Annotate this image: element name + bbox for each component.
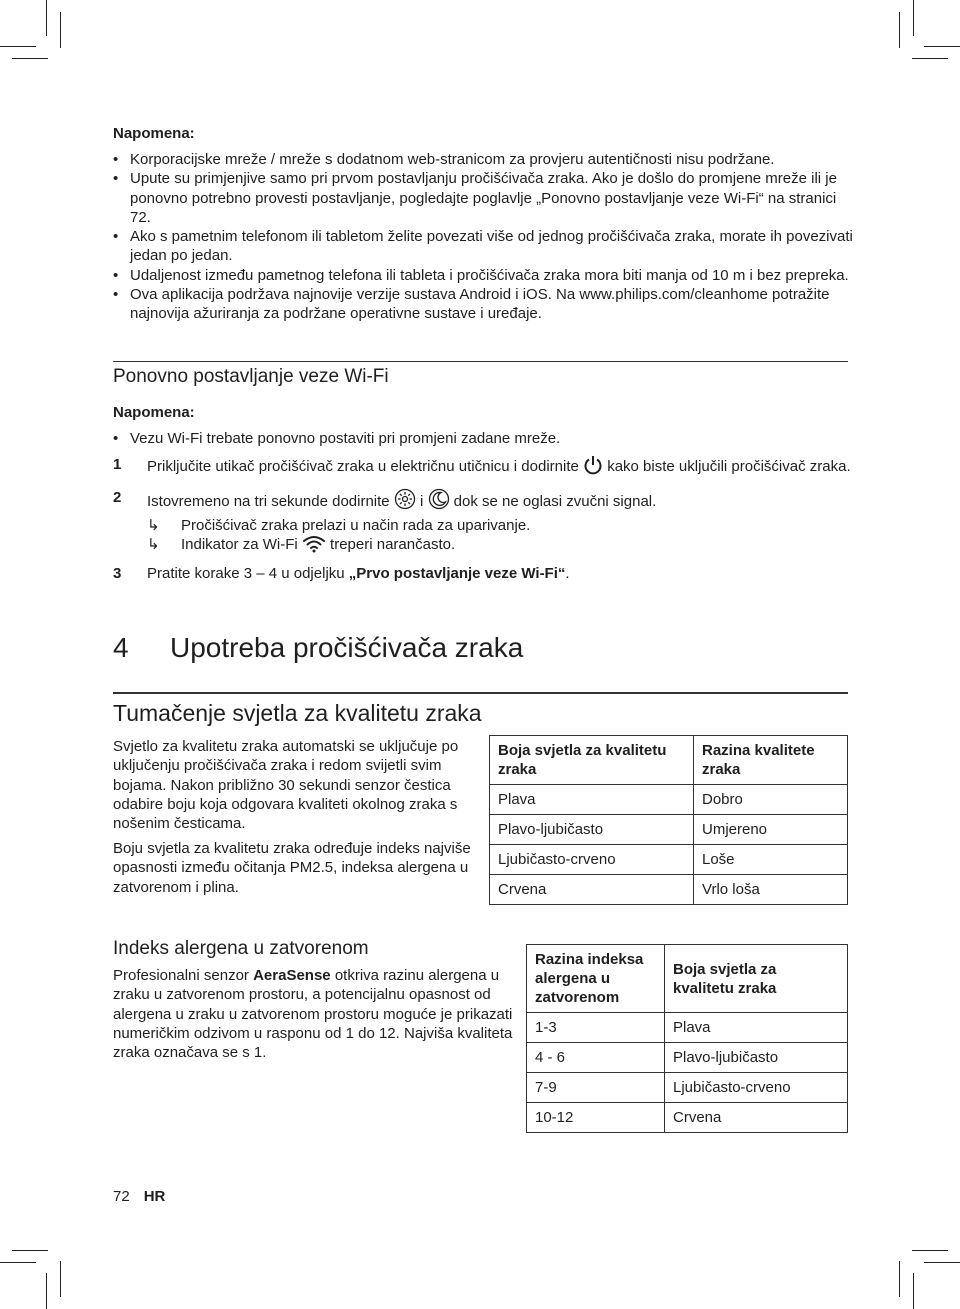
step-text: .: [565, 565, 570, 583]
step-1: [113, 455, 853, 480]
table-cell: 1-3: [527, 1013, 665, 1043]
chapter-title: Upotreba pročišćivača zraka: [170, 632, 524, 663]
result-text: Pročišćivač zraka prelazi u način rada za uparivanje.: [181, 516, 531, 534]
table-cell: Vrlo loša: [694, 875, 848, 905]
table-header-row: [527, 945, 848, 1013]
table-cell: 10-12: [527, 1103, 665, 1133]
step-text: Istovremeno na tri sekunde dodirnite: [147, 493, 390, 511]
table-cell: Plava: [490, 785, 694, 815]
light-icon: [394, 488, 416, 515]
table-header: Razina indeksa alergena u zatvorenom: [527, 945, 665, 1013]
table-cell: 7-9: [527, 1073, 665, 1103]
note-bullet: • Ako s pametnim telefonom ili tabletom želite povezati više od jednog pročišćivača zraka, morate ih povezivati jedan po jedan.: [113, 227, 853, 266]
note-bullets: [113, 150, 853, 324]
note-bullet: • Ova aplikacija podržava najnovije verzije sustava Android i iOS. Na www.philips.com/cleanhome potražite najnovija ažuriranja za podržane operativne sustave i uređaje.: [113, 285, 853, 324]
subsection-title: Indeks alergena u zatvorenom: [113, 938, 369, 959]
step-2-result-2: [113, 535, 853, 558]
paragraph-text: otkriva razinu alergena u zraku u zatvorenom prostoru, a potencijalnu opasnost od alergena u zraku u zatvorenom prostoru moguće je prikazati numeričkim odzivom u rasponu od 1 do 12. Najviša kvaliteta zraka označava se s 1.: [113, 967, 513, 1062]
divider: [113, 692, 848, 694]
step-number: 1: [113, 456, 122, 473]
crop-mark: [912, 1250, 948, 1251]
step-text: Pratite korake 3 – 4 u odjeljku: [147, 565, 345, 583]
crop-mark: [912, 58, 948, 59]
wifi-icon: [302, 535, 326, 558]
brand-name: AeraSense: [253, 967, 331, 984]
table-row: [527, 1013, 848, 1043]
note-title: Napomena:: [113, 125, 195, 142]
table-row: [527, 1103, 848, 1133]
table-row: [527, 1043, 848, 1073]
steps-list: [113, 455, 853, 583]
table-row: [490, 845, 848, 875]
crop-mark: [46, 1273, 47, 1309]
note-bullet: • Udaljenost između pametnog telefona ili tableta i pročišćivača zraka mora biti manja od 10 m i bez prepreka.: [113, 266, 853, 285]
crop-mark: [913, 0, 914, 36]
crop-mark: [46, 0, 47, 36]
step-text: i: [419, 493, 424, 511]
step-3: [113, 564, 853, 583]
result-arrow-icon: ↳: [147, 535, 160, 553]
page-number: 72: [113, 1188, 130, 1205]
crop-mark: [899, 1261, 900, 1297]
allergen-index-table: [526, 944, 848, 1133]
crop-mark: [0, 46, 36, 47]
result-text: Indikator za Wi-Fi: [181, 535, 298, 553]
step-text: Priključite utikač pročišćivač zraka u električnu utičnicu i dodirnite: [147, 458, 579, 475]
step-2-result-1: [113, 516, 853, 535]
table-cell: Crvena: [490, 875, 694, 905]
table-header: Razina kvalitete zraka: [694, 736, 848, 785]
table-row: [527, 1073, 848, 1103]
air-quality-table: [489, 735, 848, 905]
table-cell: Ljubičasto-crveno: [490, 845, 694, 875]
step-number: 2: [113, 489, 122, 507]
table-cell: Plavo-ljubičasto: [490, 815, 694, 845]
note-title: Napomena:: [113, 404, 195, 421]
note-bullets: [113, 429, 853, 448]
divider: [113, 361, 848, 362]
table-row: [490, 785, 848, 815]
language-code: HR: [143, 1188, 166, 1205]
power-icon: [583, 455, 603, 480]
table-cell: 4 - 6: [527, 1043, 665, 1073]
step-text: dok se ne oglasi zvučni signal.: [453, 493, 657, 511]
crop-mark: [60, 1261, 61, 1297]
paragraph: Svjetlo za kvalitetu zraka automatski se uključuje po uključenju pročišćivača zraka i redom svijetli svim bojama. Nakon približno 30 sekundi senzor čestica odabire boju koja odgovara kvaliteti okolnog zraka s nošenim česticama.: [113, 738, 459, 833]
crop-mark: [924, 1262, 960, 1263]
crop-mark: [924, 46, 960, 47]
crop-mark: [60, 12, 61, 48]
table-cell: Plavo-ljubičasto: [665, 1043, 848, 1073]
table-header: Boja svjetla za kvalitetu zraka: [665, 945, 848, 1013]
table-row: [490, 875, 848, 905]
paragraph: Boju svjetla za kvalitetu zraka određuje indeks najviše opasnosti između očitanja PM2.5, indeksa alergena u zatvorenom i plina.: [113, 840, 471, 896]
table-header-row: [490, 736, 848, 785]
section-reference: „Prvo postavljanje veze Wi-Fi“: [348, 565, 566, 583]
paragraph: [113, 966, 515, 1062]
crop-mark: [12, 1250, 48, 1251]
note-bullet: • Vezu Wi-Fi trebate ponovno postaviti pri promjeni zadane mreže.: [113, 429, 853, 448]
crop-mark: [899, 12, 900, 48]
table-cell: Dobro: [694, 785, 848, 815]
step-2: [113, 488, 853, 515]
step-text: kako biste uključili pročišćivač zraka.: [607, 458, 851, 475]
chapter-number: 4: [113, 632, 129, 663]
table-row: [490, 815, 848, 845]
table-cell: Loše: [694, 845, 848, 875]
crop-mark: [913, 1273, 914, 1309]
note-bullet: • Upute su primjenjive samo pri prvom postavljanju pročišćivača zraka. Ako je došlo do promjene mreže ili je ponovno potrebno provesti postavljanje, pogledajte poglavlje „Ponovno postavljanje veze Wi-Fi“ na stranici 72.: [113, 169, 853, 227]
paragraph-text: Profesionalni senzor: [113, 967, 249, 984]
step-number: 3: [113, 565, 122, 583]
sleep-icon: [428, 488, 450, 515]
section-title-reset: Ponovno postavljanje veze Wi-Fi: [113, 366, 389, 387]
note-bullet: • Korporacijske mreže / mreže s dodatnom web-stranicom za provjeru autentičnosti nisu podržane.: [113, 150, 853, 169]
table-cell: Crvena: [665, 1103, 848, 1133]
table-cell: Ljubičasto-crveno: [665, 1073, 848, 1103]
table-header: Boja svjetla za kvalitetu zraka: [490, 736, 694, 785]
result-text: treperi narančasto.: [330, 535, 456, 553]
section-title: Tumačenje svjetla za kvalitetu zraka: [113, 700, 482, 726]
table-cell: Umjereno: [694, 815, 848, 845]
table-cell: Plava: [665, 1013, 848, 1043]
chapter-heading: [113, 632, 523, 664]
result-arrow-icon: ↳: [147, 516, 160, 534]
crop-mark: [0, 1262, 36, 1263]
page-footer: [113, 1188, 165, 1205]
crop-mark: [12, 58, 48, 59]
